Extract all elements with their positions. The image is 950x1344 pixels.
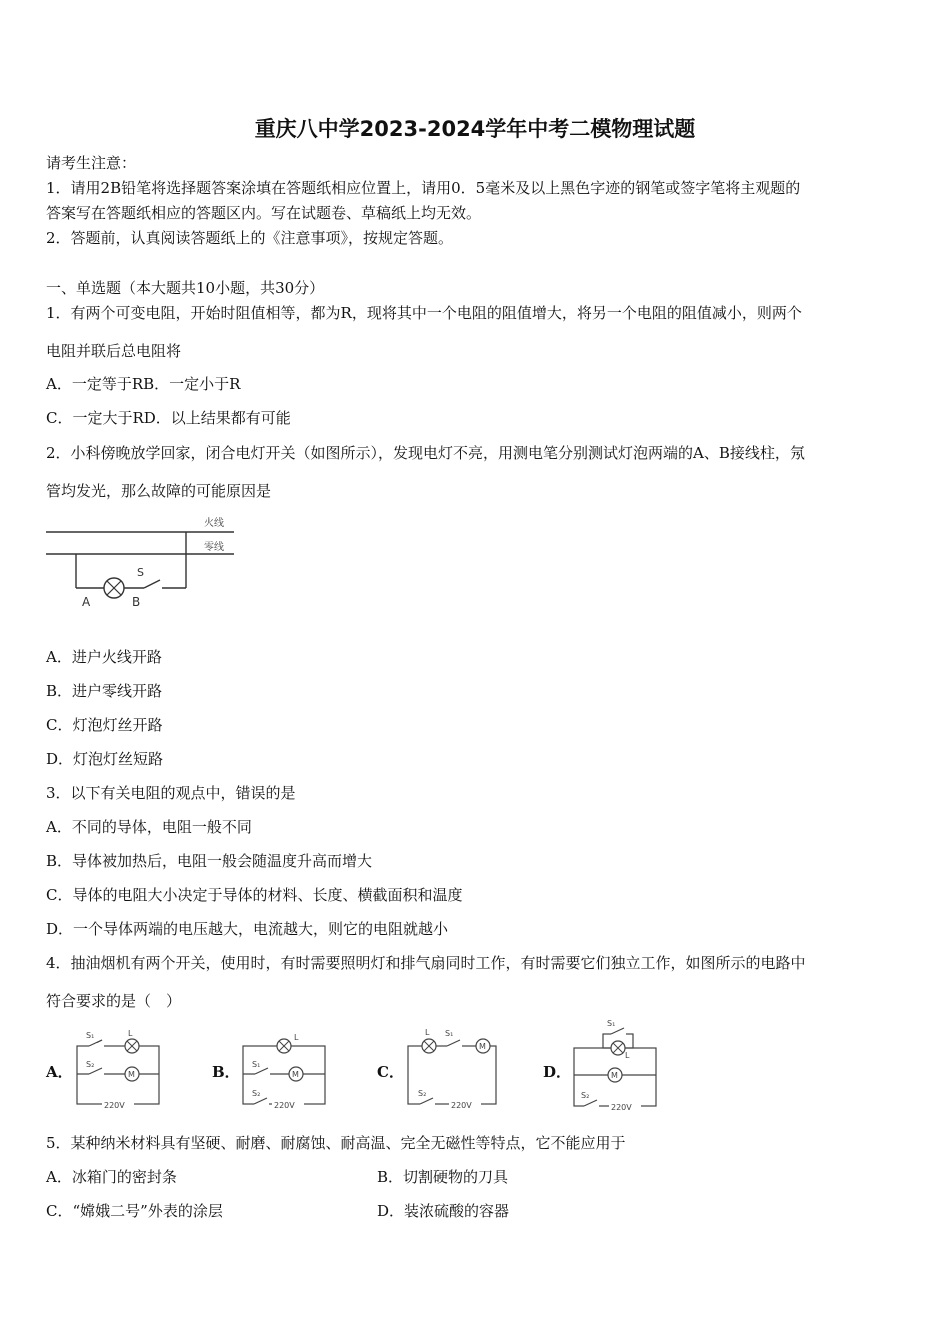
- s2-label: S₂: [581, 1091, 590, 1100]
- neutral-wire-label: 零线: [204, 542, 224, 553]
- q4-stem-line-1: 4．抽油烟机有两个开关，使用时，有时需要照明灯和排气扇同时工作，有时需要它们独立工作，如图所示的电路中: [46, 954, 806, 972]
- page-title: 重庆八中学2023-2024学年中考二模物理试题: [254, 117, 696, 141]
- q4-option-c-label: C．: [377, 1063, 404, 1081]
- q3-option-c: C．导体的电阻大小决定于导体的材料、长度、横截面积和温度: [46, 886, 463, 904]
- s2-label: S₂: [418, 1089, 427, 1098]
- terminal-b-label: B: [132, 595, 141, 609]
- q2-circuit-figure: [44, 512, 244, 612]
- q3-option-b: B．导体被加热后，电阻一般会随温度升高而增大: [46, 852, 373, 870]
- motor-label: M: [611, 1071, 618, 1080]
- voltage-label: 220V: [611, 1103, 632, 1112]
- q2-option-c: C．灯泡灯丝开路: [46, 716, 163, 734]
- s1-label: S₁: [252, 1060, 261, 1069]
- q4-stem-line-2: 符合要求的是（ ）: [46, 992, 182, 1010]
- motor-label: M: [128, 1070, 135, 1079]
- q4-circuit-a: [72, 1028, 167, 1113]
- q5-stem: 5．某种纳米材料具有坚硬、耐磨、耐腐蚀、耐高温、完全无磁性等特点，它不能应用于: [46, 1134, 626, 1152]
- s2-label: S₂: [252, 1089, 261, 1098]
- lamp-label: L: [425, 1028, 430, 1037]
- q4-circuit-b: [238, 1028, 333, 1113]
- q3-stem: 3．以下有关电阻的观点中，错误的是: [46, 784, 296, 802]
- q4-circuit-d: [569, 1016, 664, 1112]
- q3-option-a: A．不同的导体，电阻一般不同: [46, 818, 252, 836]
- motor-label: M: [479, 1042, 486, 1051]
- switch-label: S: [137, 566, 144, 579]
- q4-option-d-label: D．: [543, 1063, 572, 1081]
- q2-option-b: B．进户零线开路: [46, 682, 163, 700]
- q2-stem-line-2: 管均发光，那么故障的可能原因是: [46, 482, 272, 500]
- notice-item-1-line-1: 1．请用2B铅笔将选择题答案涂填在答题纸相应位置上，请用0．5毫米及以上黑色字迹的钢笔或签字笔将主观题的: [46, 179, 801, 197]
- q2-option-a: A．进户火线开路: [46, 648, 162, 666]
- q1-stem-line-1: 1．有两个可变电阻，开始时阻值相等，都为R，现将其中一个电阻的阻值增大，将另一个电阻的阻值减小，则两个: [46, 304, 802, 322]
- q1-stem-line-2: 电阻并联后总电阻将: [46, 342, 182, 360]
- motor-label: M: [292, 1070, 299, 1079]
- notice-heading: 请考生注意：: [46, 154, 137, 172]
- voltage-label: 220V: [104, 1101, 125, 1110]
- section-heading: 一、单选题（本大题共10小题，共30分）: [46, 279, 325, 297]
- lamp-label: L: [294, 1033, 299, 1042]
- q5-option-b: B．切割硬物的刀具: [377, 1168, 509, 1186]
- lamp-label: L: [625, 1051, 630, 1060]
- q1-option-a-b: A．一定等于RB．一定小于R: [46, 375, 241, 393]
- s2-label: S₂: [86, 1060, 95, 1069]
- lamp-label: L: [128, 1029, 133, 1038]
- notice-item-1-line-2: 答案写在答题纸相应的答题区内。写在试题卷、草稿纸上均无效。: [46, 204, 482, 222]
- terminal-a-label: A: [82, 595, 91, 609]
- s1-label: S₁: [445, 1029, 454, 1038]
- q5-option-a: A．冰箱门的密封条: [46, 1168, 177, 1186]
- q5-option-c: C．“嫦娥二号”外表的涂层: [46, 1202, 223, 1220]
- q4-option-a-label: A．: [46, 1063, 73, 1081]
- notice-item-2: 2．答题前，认真阅读答题纸上的《注意事项》，按规定答题。: [46, 229, 454, 247]
- q3-option-d: D．一个导体两端的电压越大，电流越大，则它的电阻就越小: [46, 920, 449, 938]
- q2-option-d: D．灯泡灯丝短路: [46, 750, 164, 768]
- q4-circuit-c: [403, 1022, 503, 1112]
- q2-stem-line-1: 2．小科傍晚放学回家，闭合电灯开关（如图所示），发现电灯不亮，用测电笔分别测试灯泡两端的A、B接线柱，氖: [46, 444, 805, 462]
- s1-label: S₁: [607, 1019, 616, 1028]
- switch-icon: [144, 580, 160, 588]
- q4-option-b-label: B．: [212, 1063, 240, 1081]
- s1-label: S₁: [86, 1031, 95, 1040]
- voltage-label: 220V: [274, 1101, 295, 1110]
- q1-option-c-d: C．一定大于RD．以上结果都有可能: [46, 409, 291, 427]
- live-wire-label: 火线: [204, 518, 224, 529]
- voltage-label: 220V: [451, 1101, 472, 1110]
- q5-option-d: D．装浓硫酸的容器: [377, 1202, 510, 1220]
